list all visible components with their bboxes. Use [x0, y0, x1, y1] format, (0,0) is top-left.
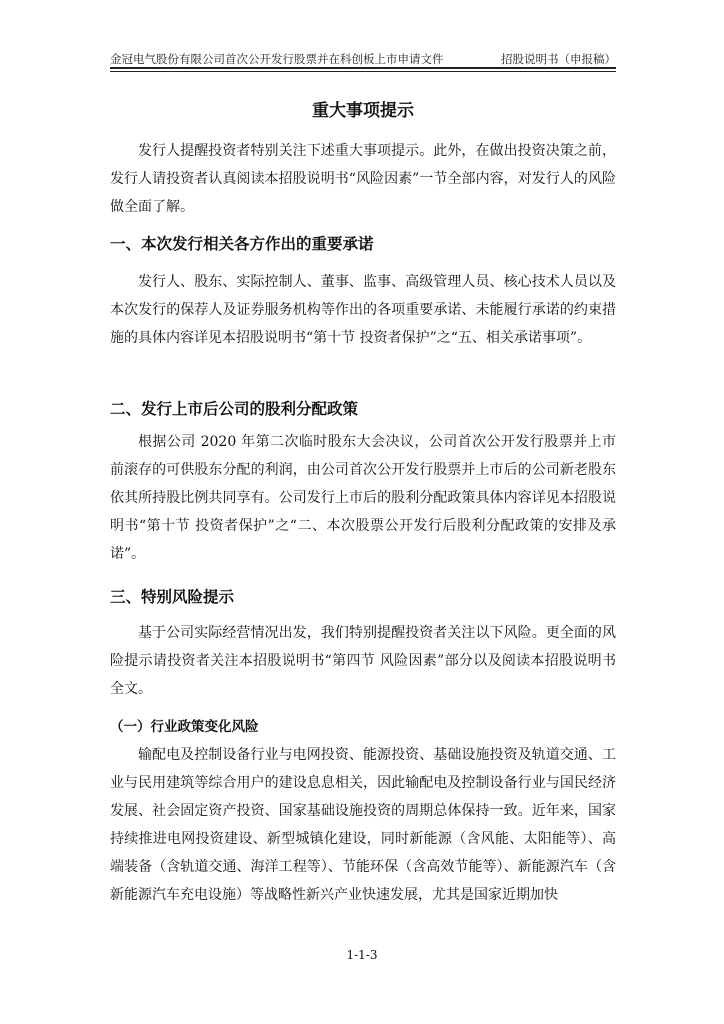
subsection-1-body: 输配电及控制设备行业与电网投资、能源投资、基础设施投资及轨道交通、工业与民用建筑等综合用户的建设息息相关，因此输配电及控制设备行业与国民经济发展、社会固定资产投资、国家基础设施投资的周期总体保持一致。近年来，国家持续推进电网投资建设、新型城镇化建设，同时新能源（含风能、太阳能等）、高端装备（含轨道交通、海洋工程等）、节能环保（含高效节能等）、新能源汽车（含新能源汽车充电设施）等战略性新兴产业快速发展，尤其是国家近期加快 [110, 747, 616, 903]
intro-paragraph: 发行人提醒投资者特别关注下述重大事项提示。此外，在做出投资决策之前，发行人请投资者认真阅读本招股说明书“风险因素”一节全部内容，对发行人的风险做全面了解。 [110, 143, 616, 215]
section-2-body: 根据公司 2020 年第二次临时股东大会决议，公司首次公开发行股票并上市前滚存的可供股东分配的利润，由公司首次公开发行股票并上市后的公司新老股东依其所持股比例共同享有。公司发行上市后的股利分配政策具体内容详见本招股说明书“第十节 投资者保护”之“二、本次股票公开发行后股利分配政策的安排及承诺”。 [110, 434, 616, 562]
page-header [110, 50, 616, 68]
header-document-type: 招股说明书（申报稿） [501, 52, 616, 66]
header-document-name: 金冠电气股份有限公司首次公开发行股票并在科创板上市申请文件 [110, 52, 444, 66]
page-title: 重大事项提示 [312, 101, 414, 121]
section-1-body: 发行人、股东、实际控制人、董事、监事、高级管理人员、核心技术人员以及本次发行的保荐人及证券服务机构等作出的各项重要承诺、未能履行承诺的约束措施的具体内容详见本招股说明书“第十节 投资者保护”之“五、相关承诺事项”。 [110, 274, 616, 346]
section-1-heading: 一、本次发行相关各方作出的重要承诺 [110, 235, 374, 253]
section-3-heading: 三、特别风险提示 [110, 588, 235, 606]
section-3-body: 基于公司实际经营情况出发，我们特别提醒投资者关注以下风险。更全面的风险提示请投资者关注本招股说明书“第四节 风险因素”部分以及阅读本招股说明书全文。 [110, 625, 616, 697]
header-rule-secondary [110, 71, 616, 72]
page-number: 1-1-3 [346, 948, 378, 962]
subsection-1-heading: （一）行业政策变化风险 [110, 719, 259, 735]
section-2-heading: 二、发行上市后公司的股利分配政策 [110, 400, 359, 418]
header-rule [110, 67, 616, 69]
